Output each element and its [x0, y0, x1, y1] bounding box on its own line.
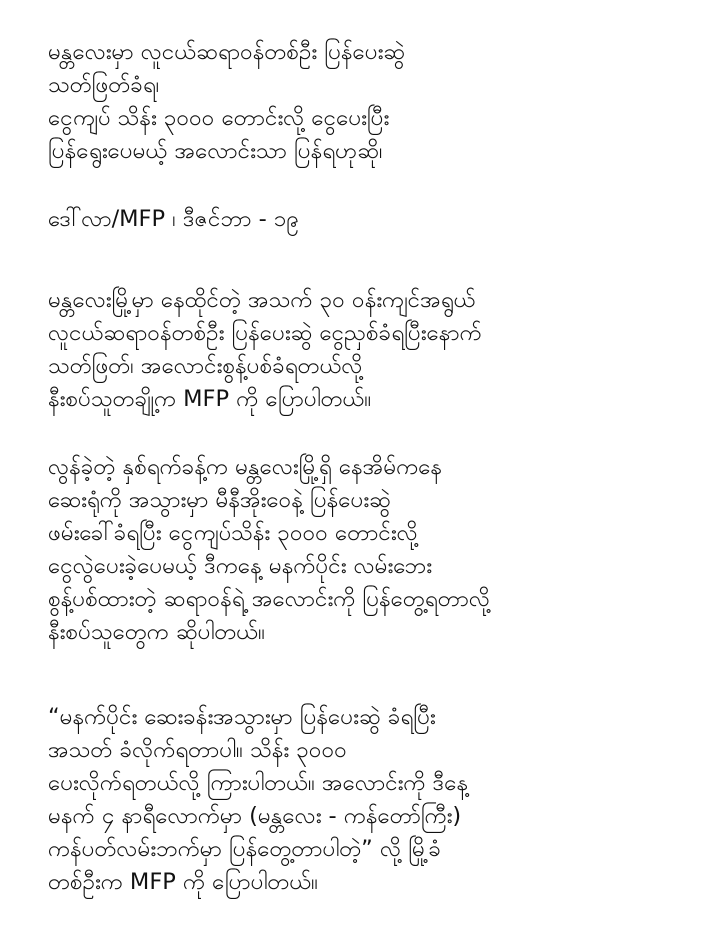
- headline-paragraph: [48, 36, 688, 168]
- body-line: လွန်ခဲ့တဲ့ နှစ်ရက်ခန့်က မန္တလေးမြို့ရှိ နေအိမ်ကနေ: [48, 454, 443, 480]
- body-line: ဖမ်းခေါ်ခံရပြီး ငွေကျပ်သိန်း ၃၀၀၀ တောင်းလို့: [48, 520, 418, 546]
- quote-line: တစ်ဦးက MFP ကို ပြောပါတယ်။: [48, 869, 318, 895]
- body-paragraph: [48, 451, 688, 649]
- headline-line: မန္တလေးမှာ လူငယ်ဆရာဝန်တစ်ဦး ပြန်ပေးဆွဲ: [48, 39, 406, 65]
- headline-line: သတ်ဖြတ်ခံရ၊: [48, 72, 160, 98]
- lead-line: လူငယ်ဆရာဝန်တစ်ဦး ပြန်ပေးဆွဲ ငွေညှစ်ခံရပြီးနောက်: [48, 320, 482, 346]
- quote-line: အသတ် ခံလိုက်ရတာပါ။ သိန်း ၃၀၀၀: [48, 737, 347, 763]
- dateline-paragraph: [48, 203, 688, 236]
- body-line: ငွေလွဲပေးခဲ့ပေမယ့် ဒီကနေ့ မနက်ပိုင်း လမ်းဘေး: [48, 553, 432, 579]
- quote-line: မနက် ၄ နာရီလောက်မှာ (မန္တလေး - ကန်တော်ကြီး): [48, 803, 462, 829]
- body-line: စွန့်ပစ်ထားတဲ့ ဆရာဝန်ရဲ့ အလောင်းကို ပြန်တွေ့ရတာလို့: [48, 586, 490, 612]
- quote-line: “မနက်ပိုင်း ဆေးခန်းအသွားမှာ ပြန်ပေးဆွဲ ခံရပြီး: [48, 704, 436, 730]
- lead-line: သတ်ဖြတ်၊ အလောင်းစွန့်ပစ်ခံရတယ်လို့: [48, 353, 363, 379]
- quote-paragraph: [48, 701, 688, 899]
- headline-line: ပြန်ရွေးပေမယ့် အလောင်းသာ ပြန်ရဟုဆို၊: [48, 138, 383, 164]
- lead-paragraph: [48, 284, 688, 416]
- lead-line: နီးစပ်သူတချို့က MFP ကို ပြောပါတယ်။: [48, 386, 372, 412]
- dateline: ဒေါ်လာ/MFP ၊ ဒီဇင်ဘာ - ၁၉: [48, 206, 300, 232]
- quote-line: ပေးလိုက်ရတယ်လို့ ကြားပါတယ်။ အလောင်းကို ဒီနေ့: [48, 770, 469, 796]
- headline-line: ငွေကျပ် သိန်း ၃၀၀၀ တောင်းလို့ ငွေပေးပြီး: [48, 105, 390, 131]
- lead-line: မန္တလေးမြို့မှာ နေထိုင်တဲ့ အသက် ၃၀ ဝန်းကျင်အရွယ်: [48, 287, 476, 313]
- quote-line: ကန်ပတ်လမ်းဘက်မှာ ပြန်တွေ့တာပါတဲ့” လို့ မြို့ခံ: [48, 836, 441, 862]
- body-line: ဆေးရုံကို အသွားမှာ မီနီအိုးဝေနဲ့ ပြန်ပေးဆွဲ: [48, 487, 391, 513]
- body-line: နီးစပ်သူတွေက ဆိုပါတယ်။: [48, 619, 265, 645]
